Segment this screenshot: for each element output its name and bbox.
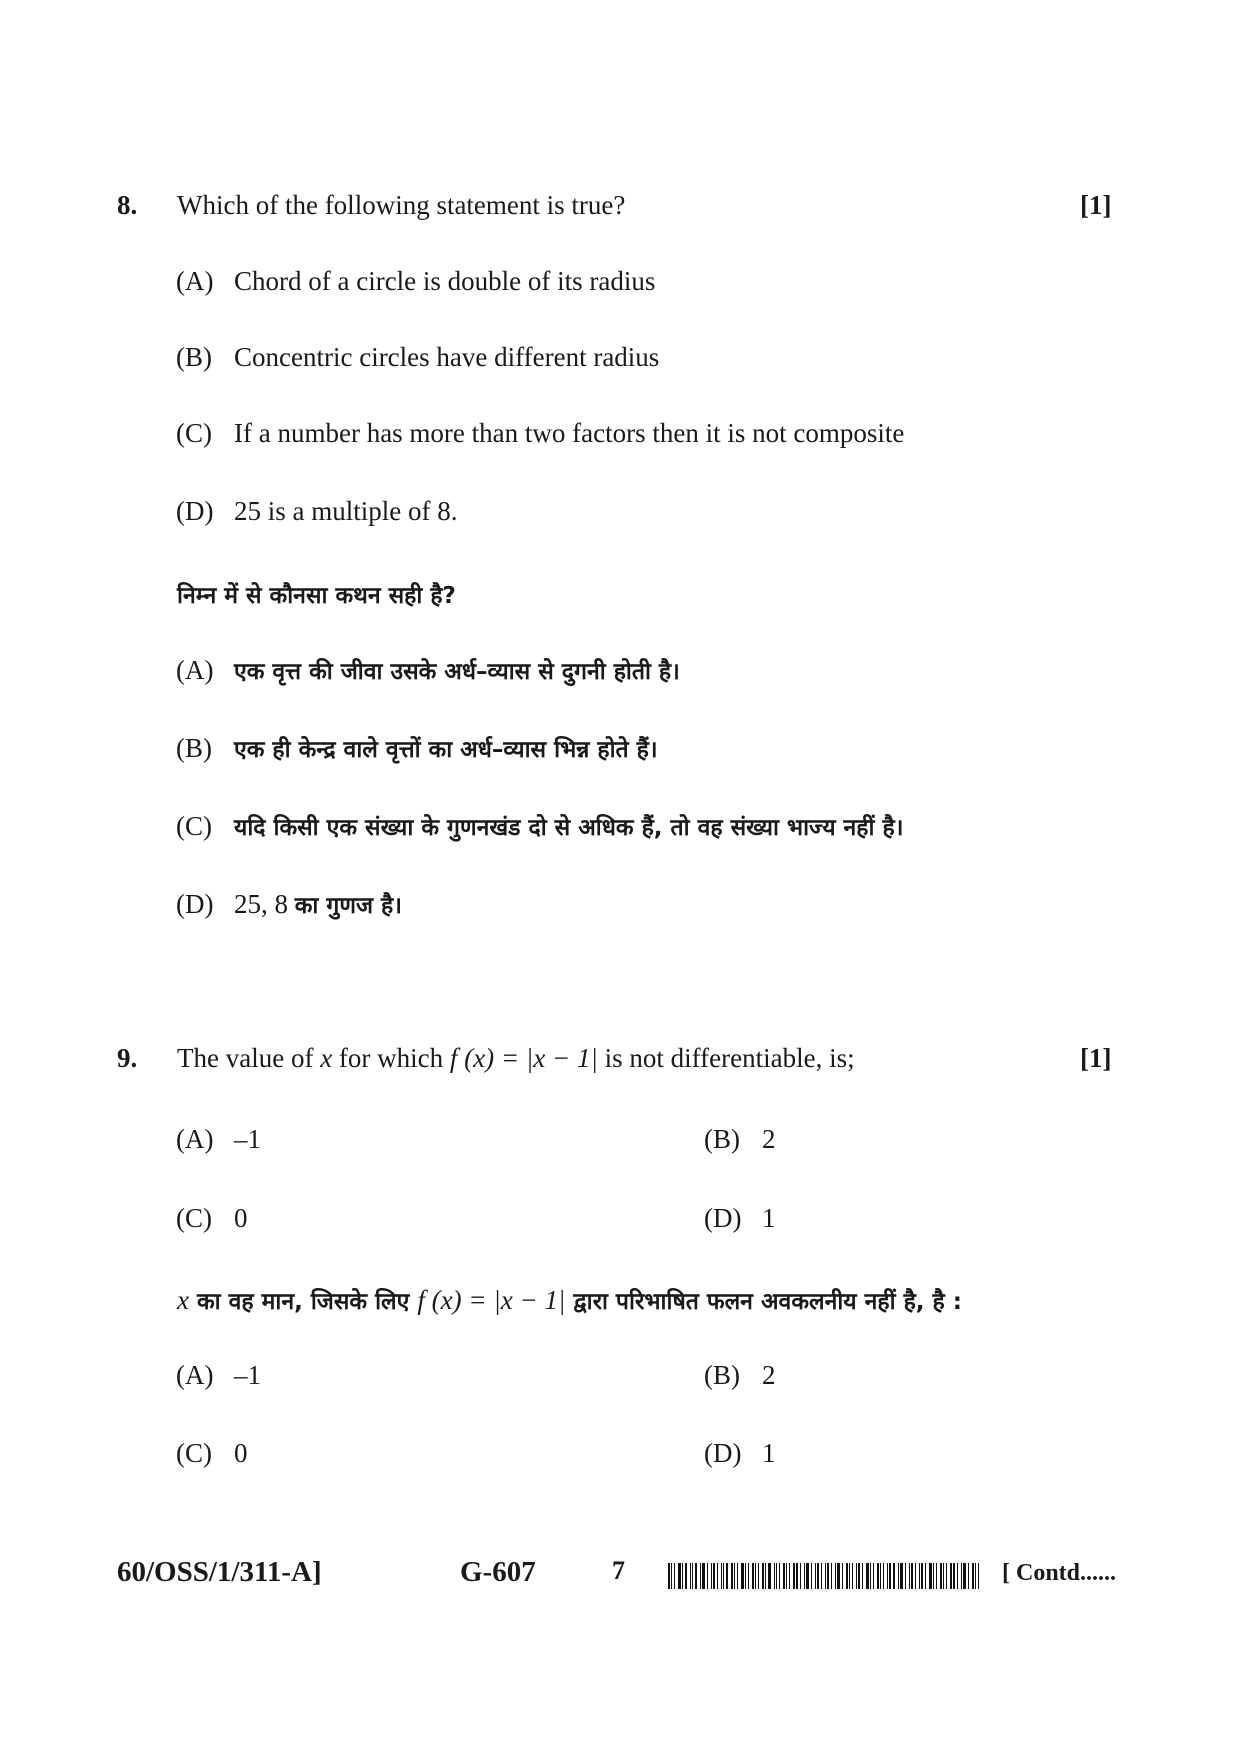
barcode-bar (915, 1563, 916, 1589)
text-segment: का वह मान, जिसके लिए (188, 1289, 418, 1315)
barcode-bar (741, 1563, 744, 1589)
option-text: का गुणज है। (294, 893, 402, 919)
barcode-bar (900, 1563, 903, 1589)
barcode-bar (700, 1563, 701, 1589)
barcode-bar (831, 1563, 832, 1589)
barcode-bar (856, 1563, 857, 1589)
q8-option-b-hindi (176, 732, 658, 764)
barcode-bar (911, 1563, 913, 1589)
q9-option-d (704, 1203, 776, 1234)
question-8-text-hindi: निम्न में से कौनसा कथन सही है? (177, 583, 456, 609)
barcode-bar (682, 1563, 683, 1589)
q9-option-c (176, 1203, 248, 1234)
barcode-bar (889, 1563, 891, 1589)
option-label: (B) (176, 733, 212, 763)
barcode-bar (800, 1563, 801, 1589)
option-label: (D) (176, 889, 214, 919)
barcode-bar (870, 1563, 871, 1589)
q8-option-b (176, 342, 659, 373)
variable-x: x (177, 1285, 189, 1315)
barcode-bar (731, 1563, 733, 1589)
barcode-bar (846, 1563, 848, 1589)
option-text: एक वृत्त की जीवा उसके अर्ध–व्यास से दुगनी होती है। (234, 659, 680, 685)
barcode-bar (919, 1563, 920, 1589)
paper-code: 60/OSS/1/311-A] (117, 1556, 322, 1588)
barcode-bar (671, 1563, 672, 1589)
option-label: (D) (704, 1203, 742, 1233)
question-8-marks: [1] (1080, 190, 1112, 220)
option-label: (C) (176, 1438, 212, 1468)
barcode-bar (887, 1563, 888, 1589)
barcode-bar (883, 1563, 884, 1589)
barcode-bar (804, 1563, 805, 1589)
barcode-bar (734, 1563, 735, 1589)
option-text: एक ही केन्द्र वाले वृत्तों का अर्ध–व्यास भिन्न होते हैं। (234, 737, 658, 763)
option-label: (B) (176, 342, 212, 372)
option-label: (B) (704, 1124, 740, 1154)
question-9-marks: [1] (1080, 1043, 1112, 1073)
barcode-bar (674, 1563, 675, 1589)
barcode-bar (849, 1563, 850, 1589)
option-label: (A) (176, 266, 214, 296)
barcode-bar (762, 1563, 764, 1589)
q9-option-b-hindi (704, 1360, 776, 1391)
barcode-bar (811, 1563, 812, 1589)
option-text: 2 (762, 1124, 776, 1154)
option-text: Chord of a circle is double of its radius (234, 266, 656, 296)
question-8-text: Which of the following statement is true? (177, 190, 626, 220)
barcode-bar (825, 1563, 826, 1589)
option-label: (A) (176, 1124, 214, 1154)
barcode-bar (852, 1563, 853, 1589)
q9-option-b (704, 1124, 776, 1155)
series-code: G-607 (460, 1556, 536, 1588)
barcode-bar (978, 1563, 979, 1589)
option-label: (B) (704, 1360, 740, 1390)
option-label: (C) (176, 1203, 212, 1233)
option-text: 2 (762, 1360, 776, 1390)
barcode-bar (929, 1563, 932, 1589)
barcode-bar (925, 1563, 926, 1589)
text-segment: is not differentiable, is; (597, 1043, 855, 1073)
question-9-text (177, 1043, 855, 1074)
continued-label: [ Contd...... (1002, 1560, 1117, 1586)
text-segment: द्वारा परिभाषित फलन अवकलनीय नहीं है, है : (565, 1289, 962, 1315)
barcode-bar (815, 1563, 816, 1589)
barcode-bar (940, 1563, 942, 1589)
barcode-bar (758, 1563, 759, 1589)
barcode-bar (695, 1563, 697, 1589)
option-text: 1 (762, 1203, 776, 1233)
text-segment: for which (332, 1043, 450, 1073)
barcode-bar (690, 1563, 691, 1589)
barcode-bar (835, 1563, 836, 1589)
barcode-bar (678, 1563, 681, 1589)
q8-option-d (176, 496, 457, 527)
q8-option-a-hindi (176, 654, 680, 686)
variable-x: x (320, 1043, 333, 1073)
option-text: 25 is a multiple of 8. (234, 496, 458, 526)
option-text: –1 (234, 1360, 261, 1390)
barcode-bar (880, 1563, 881, 1589)
barcode-bar (692, 1563, 693, 1589)
option-label: (C) (176, 418, 212, 448)
barcode-bar (975, 1563, 976, 1589)
barcode-bar (953, 1563, 955, 1589)
q8-option-d-hindi (176, 888, 402, 920)
option-label: (A) (176, 1360, 214, 1390)
barcode-bar (873, 1563, 874, 1589)
barcode-bar (776, 1563, 777, 1589)
q8-option-c (176, 418, 904, 449)
barcode-bar (723, 1563, 724, 1589)
barcode-bar (837, 1563, 840, 1589)
question-9-text-hindi (177, 1284, 962, 1316)
barcode-bar (806, 1563, 809, 1589)
barcode-bar (793, 1563, 795, 1589)
barcode-bar (755, 1563, 756, 1589)
barcode-bar (921, 1563, 923, 1589)
option-label: (C) (176, 811, 212, 841)
barcode-bar (842, 1563, 843, 1589)
barcode-bar (685, 1563, 687, 1589)
barcode-bar (946, 1563, 947, 1589)
option-text: यदि किसी एक संख्या के गुणनखंड दो से अधिक हैं, तो वह संख्या भाज्य नहीं है। (234, 815, 904, 841)
barcode-bar (737, 1563, 738, 1589)
option-text: 0 (234, 1203, 248, 1233)
question-8-number: 8. (117, 190, 138, 220)
q8-option-a (176, 266, 655, 297)
barcode-bar (936, 1563, 937, 1589)
barcode-bar (933, 1563, 934, 1589)
question-9-number: 9. (117, 1043, 138, 1073)
barcode-bar (821, 1563, 822, 1589)
barcode-bar (721, 1563, 722, 1589)
barcode-bar (774, 1563, 775, 1589)
q9-option-d-hindi (704, 1438, 776, 1469)
barcode-bar (862, 1563, 863, 1589)
barcode-bar (827, 1563, 829, 1589)
q9-option-a-hindi (176, 1360, 261, 1391)
barcode-bar (877, 1563, 879, 1589)
barcode-bar (961, 1563, 962, 1589)
function-expression: f (x) = |x − 1| (449, 1043, 598, 1073)
barcode-bar (668, 1563, 670, 1589)
option-text: 0 (234, 1438, 248, 1468)
barcode-bar (866, 1563, 869, 1589)
barcode-bar (768, 1563, 771, 1589)
barcode-bar (779, 1563, 780, 1589)
option-label: (D) (704, 1438, 742, 1468)
barcode-bar (786, 1563, 787, 1589)
barcode-bar (707, 1563, 708, 1589)
option-number: 25, 8 (234, 889, 288, 919)
q8-option-c-hindi (176, 810, 903, 842)
option-text: –1 (234, 1124, 261, 1154)
text-segment: The value of (177, 1043, 321, 1073)
barcode-bar (950, 1563, 952, 1589)
barcode-bar (711, 1563, 712, 1589)
option-text: 1 (762, 1438, 776, 1468)
barcode-bar (957, 1563, 958, 1589)
barcode-bar (726, 1563, 728, 1589)
barcode-bar (796, 1563, 798, 1589)
barcode-bar (898, 1563, 899, 1589)
option-label: (D) (176, 496, 214, 526)
barcode-bar (817, 1563, 819, 1589)
option-label: (A) (176, 655, 214, 685)
option-text: Concentric circles have different radius (234, 342, 660, 372)
barcode-bar (702, 1563, 705, 1589)
barcode (668, 1563, 982, 1589)
barcode-bar (713, 1563, 715, 1589)
barcode-bar (972, 1563, 974, 1589)
barcode-bar (752, 1563, 754, 1589)
barcode-bar (968, 1563, 969, 1589)
q9-option-a (176, 1124, 261, 1155)
barcode-bar (905, 1563, 906, 1589)
barcode-bar (943, 1563, 944, 1589)
barcode-bar (717, 1563, 718, 1589)
barcode-bar (909, 1563, 910, 1589)
barcode-bar (748, 1563, 749, 1589)
barcode-bar (745, 1563, 746, 1589)
q9-option-c-hindi (176, 1438, 248, 1469)
barcode-bar (963, 1563, 966, 1589)
barcode-bar (789, 1563, 790, 1589)
barcode-bar (858, 1563, 860, 1589)
function-expression: f (x) = |x − 1| (417, 1285, 566, 1315)
barcode-bar (765, 1563, 766, 1589)
barcode-bar (783, 1563, 785, 1589)
option-text: If a number has more than two factors then it is not composite (234, 418, 905, 448)
barcode-bar (893, 1563, 895, 1589)
page-number: 7 (612, 1556, 625, 1585)
